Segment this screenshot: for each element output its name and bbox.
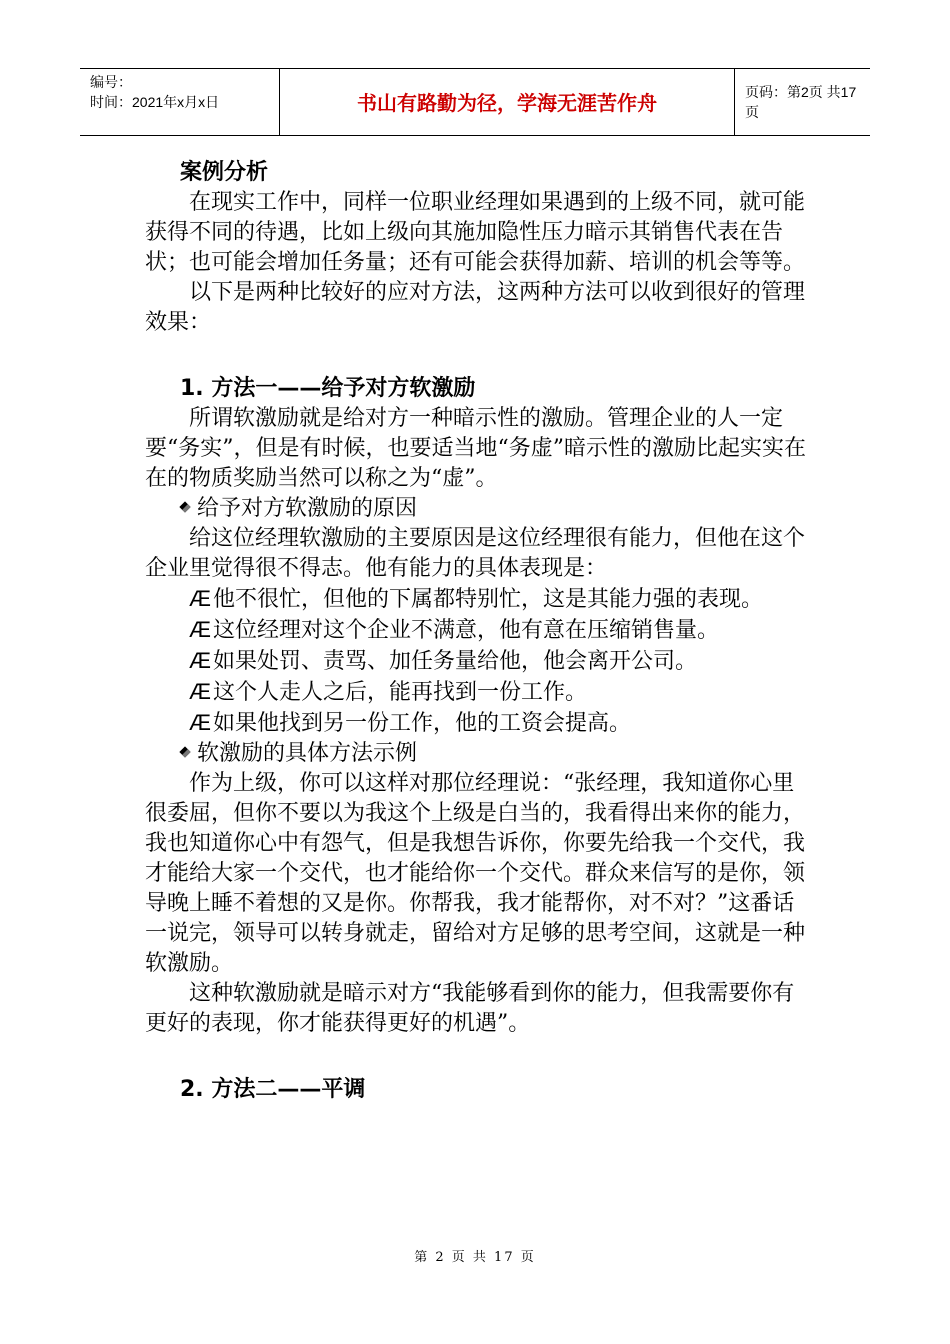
document-header (80, 68, 870, 136)
diamond-bullet-icon (180, 747, 191, 758)
paragraph: 作为上级，你可以这样对那位经理说：“张经理，我知道你心里很委屈，但你不要以为我这个上级是白当的，我看得出来你的能力，我也知道你心中有怨气，但是我想告诉你，你要先给我一个交代，我才能给大家一个交代，也才能给你一个交代。群众来信写的是你，领导晚上睡不着想的又是你。你帮我，我才能帮你，对不对？”这番话一说完，领导可以转身就走，留给对方足够的思考空间，这就是一种软激励。 (145, 771, 806, 976)
list-marker: Æ (189, 679, 211, 704)
section-title: 案例分析 (180, 160, 269, 185)
list-item (145, 646, 807, 677)
bullet-item (145, 739, 807, 769)
list-item-text: 如果他找到另一份工作，他的工资会提高。 (213, 711, 632, 736)
document-body (145, 158, 807, 1105)
header-meta (80, 69, 280, 135)
number-label: 编号： (90, 74, 132, 90)
paragraph: 在现实工作中，同样一位职业经理如果遇到的上级不同，就可能获得不同的待遇，比如上级向其施加隐性压力暗示其销售代表在告状；也可能会增加任务量；还有可能会获得加薪、培训的机会等等。 (145, 190, 806, 275)
list-item (145, 584, 807, 615)
bullet-item (145, 494, 807, 524)
list-item (145, 708, 807, 739)
time-label: 时间：2021年x月x日 (90, 94, 220, 110)
list-marker: Æ (189, 710, 211, 735)
bullet-text: 给予对方软激励的原因 (197, 496, 418, 521)
section-heading: 2. 方法二——平调 (180, 1077, 366, 1102)
bullet-text: 软激励的具体方法示例 (197, 741, 418, 766)
paragraph: 给这位经理软激励的主要原因是这位经理很有能力，但他在这个企业里觉得很不得志。他有能力的具体表现是： (145, 526, 806, 581)
list-item-text: 他不很忙，但他的下属都特别忙，这是其能力强的表现。 (213, 587, 764, 612)
list-item-text: 如果处罚、责骂、加任务量给他，他会离开公司。 (213, 649, 698, 674)
paragraph: 以下是两种比较好的应对方法，这两种方法可以收到很好的管理效果： (145, 280, 806, 335)
header-motto: 书山有路勤为径，学海无涯苦作舟 (280, 69, 735, 135)
list-marker: Æ (189, 617, 211, 642)
paragraph: 这种软激励就是暗示对方“我能够看到你的能力，但我需要你有更好的表现，你才能获得更好的机遇”。 (145, 981, 795, 1036)
paragraph: 所谓软激励就是给对方一种暗示性的激励。管理企业的人一定要“务实”，但是有时候，也要适当地“务虚”暗示性的激励比起实实在在的物质奖励当然可以称之为“虚”。 (145, 406, 806, 491)
list-marker: Æ (189, 586, 211, 611)
section-heading: 1. 方法一——给予对方软激励 (180, 376, 476, 401)
header-page-info: 页码：第2页 共17页 (745, 84, 857, 120)
list-item (145, 677, 807, 708)
list-item-text: 这位经理对这个企业不满意，他有意在压缩销售量。 (213, 618, 720, 643)
list-item (145, 615, 807, 646)
page-footer: 第 2 页 共 17 页 (414, 1250, 536, 1265)
list-item-text: 这个人走人之后，能再找到一份工作。 (213, 680, 588, 705)
list-marker: Æ (189, 648, 211, 673)
diamond-bullet-icon (180, 502, 191, 513)
